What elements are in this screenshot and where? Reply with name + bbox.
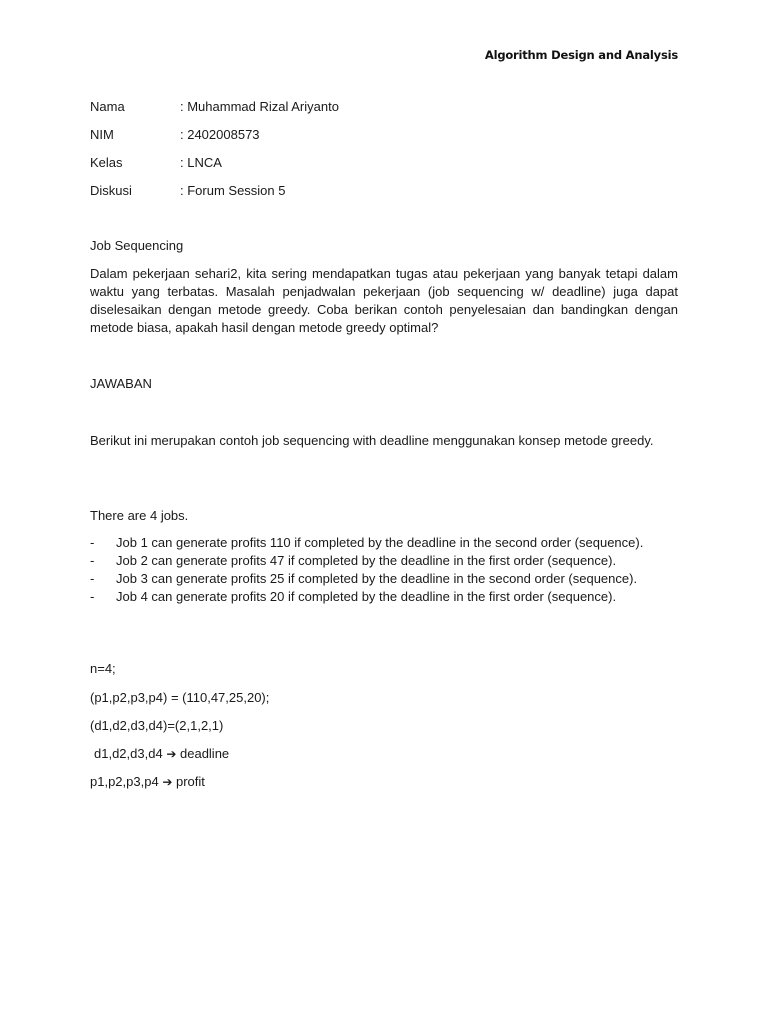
student-info: [90, 98, 690, 210]
list-item: [90, 534, 678, 552]
deadline-meaning: deadline: [180, 746, 230, 761]
question-heading: Job Sequencing: [90, 238, 184, 253]
list-item: [90, 552, 678, 570]
answer-intro: Berikut ini merupakan contoh job sequencing with deadline menggunakan konsep metode greedy.: [90, 433, 654, 448]
formula-deadlines: (d1,d2,d3,d4)=(2,1,2,1): [90, 718, 224, 733]
info-label: Nama: [90, 99, 125, 114]
jobs-intro: There are 4 jobs.: [90, 508, 189, 523]
document-header-title: Algorithm Design and Analysis: [484, 48, 678, 62]
info-value: : Muhammad Rizal Ariyanto: [180, 99, 339, 114]
info-value: : 2402008573: [180, 127, 260, 142]
right-arrow-icon: ➔: [162, 775, 173, 789]
formula-n: n=4;: [90, 661, 116, 676]
info-label: NIM: [90, 127, 114, 142]
info-value: : LNCA: [180, 155, 222, 170]
job-description: Job 3 can generate profits 25 if completed by the deadline in the second order (sequence).: [116, 571, 638, 586]
list-bullet: -: [90, 553, 95, 568]
job-description: Job 4 can generate profits 20 if completed by the deadline in the first order (sequence).: [116, 589, 617, 604]
formula-deadline-legend: [94, 745, 229, 763]
info-value: : Forum Session 5: [180, 183, 286, 198]
question-body: Dalam pekerjaan sehari2, kita sering mendapatkan tugas atau pekerjaan yang banyak tetapi dalam waktu yang terbatas. Masalah penjadwalan pekerjaan (job sequencing w/ deadline) juga dapat diselesaikan dengan metode greedy. Coba berikan contoh penyelesaian dan bandingkan dengan metode biasa, apakah hasil dengan metode greedy optimal?: [90, 266, 678, 335]
right-arrow-icon: ➔: [166, 747, 177, 761]
info-label: Kelas: [90, 155, 123, 170]
info-row-nama: [90, 98, 690, 126]
list-bullet: -: [90, 589, 95, 604]
deadline-symbols: d1,d2,d3,d4: [94, 746, 163, 761]
formula-profits: (p1,p2,p3,p4) = (110,47,25,20);: [90, 690, 270, 705]
list-bullet: -: [90, 535, 95, 550]
info-row-kelas: [90, 154, 690, 182]
jobs-list: [90, 534, 678, 606]
formula-profit-legend: [90, 773, 205, 791]
list-item: [90, 570, 678, 588]
answer-heading: JAWABAN: [90, 376, 152, 391]
list-bullet: -: [90, 571, 95, 586]
profit-symbols: p1,p2,p3,p4: [90, 774, 159, 789]
info-row-diskusi: [90, 182, 690, 210]
profit-meaning: profit: [176, 774, 205, 789]
job-description: Job 1 can generate profits 110 if completed by the deadline in the second order (sequence).: [116, 535, 644, 550]
job-description: Job 2 can generate profits 47 if completed by the deadline in the first order (sequence).: [116, 553, 617, 568]
list-item: [90, 588, 678, 606]
info-label: Diskusi: [90, 183, 132, 198]
info-row-nim: [90, 126, 690, 154]
